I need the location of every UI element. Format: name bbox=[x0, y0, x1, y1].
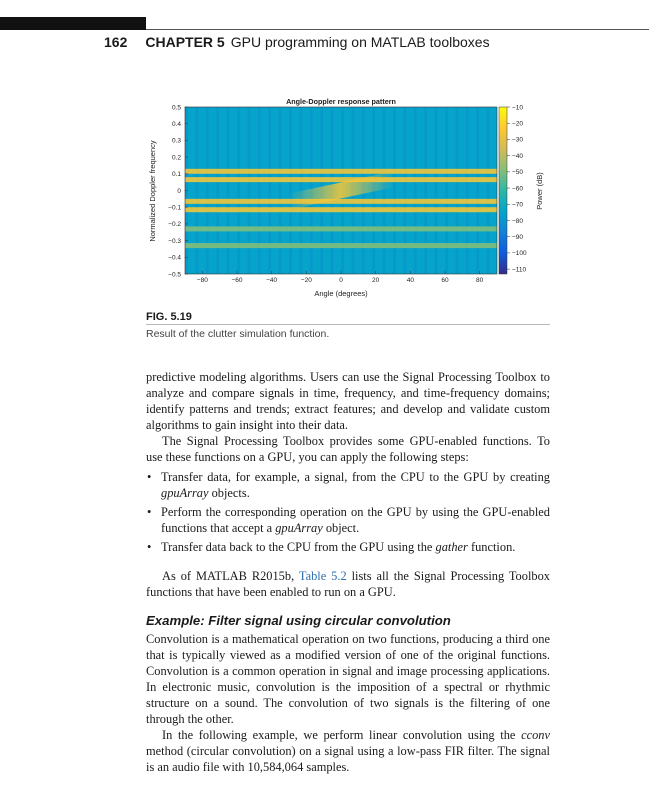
chapter-label: CHAPTER 5 bbox=[145, 34, 225, 50]
y-tick-label: 0 bbox=[177, 187, 181, 195]
x-tick-label: −80 bbox=[196, 277, 208, 284]
running-header bbox=[104, 34, 490, 50]
colorbar-tick-label: −40 bbox=[512, 152, 524, 160]
y-tick-label: 0.1 bbox=[171, 171, 181, 179]
x-tick-label: 0 bbox=[339, 277, 343, 284]
caption-rule bbox=[146, 324, 550, 325]
list-item: • Transfer data, for example, a signal, from the CPU to the GPU by creating gpuArray objects. bbox=[146, 469, 550, 501]
x-tick-label: −20 bbox=[300, 277, 312, 284]
heatmap-stripe bbox=[445, 107, 448, 274]
clutter-band bbox=[185, 177, 497, 182]
clutter-band bbox=[185, 243, 497, 248]
section-heading: Example: Filter signal using circular convolution bbox=[146, 613, 451, 628]
heatmap-stripe bbox=[424, 107, 427, 274]
y-axis-label: Normalized Doppler frequency bbox=[148, 140, 157, 242]
heatmap-stripe bbox=[247, 107, 250, 274]
y-tick-label: 0.2 bbox=[171, 154, 181, 162]
paragraph-2: The Signal Processing Toolbox provides some GPU-enabled functions. To use these functions on a GPU, you can apply the following steps: bbox=[146, 434, 550, 464]
colorbar-tick-label: −50 bbox=[512, 169, 524, 177]
y-tick-label: 0.3 bbox=[171, 137, 181, 145]
x-tick-label: −40 bbox=[266, 277, 278, 284]
paragraph-5: In the following example, we perform linear convolution using the cconv method (circular convolution) on a signal using a low-pass FIR filter. The signal is an audio file with 10,584,064 samples. bbox=[146, 728, 550, 774]
heatmap-stripe bbox=[206, 107, 209, 274]
colorbar-tick-label: −30 bbox=[512, 136, 524, 144]
y-tick-label: 0.4 bbox=[171, 121, 181, 128]
clutter-band bbox=[185, 207, 497, 212]
steps-list bbox=[146, 469, 550, 555]
heatmap-stripe bbox=[195, 107, 198, 274]
heatmap-stripe bbox=[216, 107, 219, 274]
heatmap-stripe bbox=[383, 107, 386, 274]
colorbar-tick-label: −70 bbox=[512, 201, 524, 209]
x-tick-label: 80 bbox=[476, 277, 484, 284]
page-number: 162 bbox=[104, 34, 128, 50]
heatmap-stripe bbox=[466, 107, 469, 274]
body-text bbox=[146, 369, 550, 775]
table-reference-link[interactable]: Table 5.2 bbox=[298, 569, 347, 583]
heatmap-stripe bbox=[476, 107, 479, 274]
y-tick-label: −0.2 bbox=[168, 221, 181, 229]
x-tick-label: 60 bbox=[441, 277, 449, 284]
x-tick-label: 20 bbox=[372, 277, 380, 284]
paragraph-3: As of MATLAB R2015b, Table 5.2 lists all the Signal Processing Toolbox functions that have been enabled to run on a GPU. bbox=[146, 569, 550, 599]
heatmap-stripe bbox=[435, 107, 438, 274]
x-axis-label: Angle (degrees) bbox=[314, 289, 368, 298]
heatmap-stripe bbox=[289, 107, 292, 274]
figure-caption: Result of the clutter simulation function. bbox=[146, 328, 330, 340]
y-tick-label: −0.1 bbox=[168, 204, 181, 212]
header-bar bbox=[0, 17, 146, 30]
colorbar-label: Power (dB) bbox=[535, 172, 544, 210]
heatmap-stripe bbox=[487, 107, 490, 274]
angle-doppler-heatmap-figure bbox=[130, 95, 570, 310]
figure-label: FIG. 5.19 bbox=[146, 311, 192, 323]
heatmap-stripe bbox=[237, 107, 240, 274]
heatmap-stripe bbox=[258, 107, 261, 274]
list-item: • Transfer data back to the CPU from the GPU using the gather function. bbox=[146, 539, 550, 555]
paragraph-1: predictive modeling algorithms. Users can use the Signal Processing Toolbox to analyze and compare signals in time, frequency, and time-frequency domains; identify patterns and trends; extract features; and develop and validate custom algorithms to gain insight into their data. bbox=[146, 370, 550, 432]
colorbar bbox=[499, 107, 507, 274]
y-tick-label: −0.5 bbox=[168, 271, 181, 279]
heatmap-stripe bbox=[268, 107, 271, 274]
colorbar-tick-label: −80 bbox=[512, 217, 524, 225]
list-item: • Perform the corresponding operation on the GPU by using the GPU-enabled functions that accept a gpuArray object. bbox=[146, 504, 550, 536]
heatmap-stripe bbox=[403, 107, 406, 274]
colorbar-tick-label: −90 bbox=[512, 234, 524, 242]
x-tick-label: 40 bbox=[406, 277, 414, 284]
x-tick-label: −60 bbox=[231, 277, 243, 284]
clutter-band bbox=[185, 226, 497, 231]
colorbar-tick-label: −60 bbox=[512, 185, 524, 193]
heatmap-stripe bbox=[279, 107, 282, 274]
clutter-band bbox=[185, 199, 497, 204]
heatmap-stripe bbox=[227, 107, 230, 274]
heatmap-stripe bbox=[414, 107, 417, 274]
y-tick-label: −0.4 bbox=[168, 254, 181, 262]
paragraph-4: Convolution is a mathematical operation on two functions, producing a third one that is typically viewed as a modified version of one of the original functions. Convolution is a common operation in signal and image processing applications. In electronic music, convolution is the imposition of a spectral or rhythmic structure on a sound. The convolution of two signals is the filtering of one through the other. bbox=[146, 632, 550, 726]
clutter-band bbox=[185, 169, 497, 174]
colorbar-tick-label: −20 bbox=[512, 120, 524, 128]
heatmap-stripe bbox=[455, 107, 458, 274]
heatmap-stripe bbox=[299, 107, 302, 274]
colorbar-tick-label: −10 bbox=[512, 104, 524, 112]
colorbar-tick-label: −110 bbox=[512, 266, 527, 274]
heatmap-stripe bbox=[393, 107, 396, 274]
header-rule bbox=[146, 29, 649, 30]
y-tick-label: 0.5 bbox=[171, 104, 181, 112]
chapter-title: GPU programming on MATLAB toolboxes bbox=[230, 34, 490, 50]
colorbar-tick-label: −100 bbox=[512, 250, 527, 258]
y-tick-label: −0.3 bbox=[168, 237, 181, 245]
chart-title: Angle-Doppler response pattern bbox=[286, 97, 396, 106]
